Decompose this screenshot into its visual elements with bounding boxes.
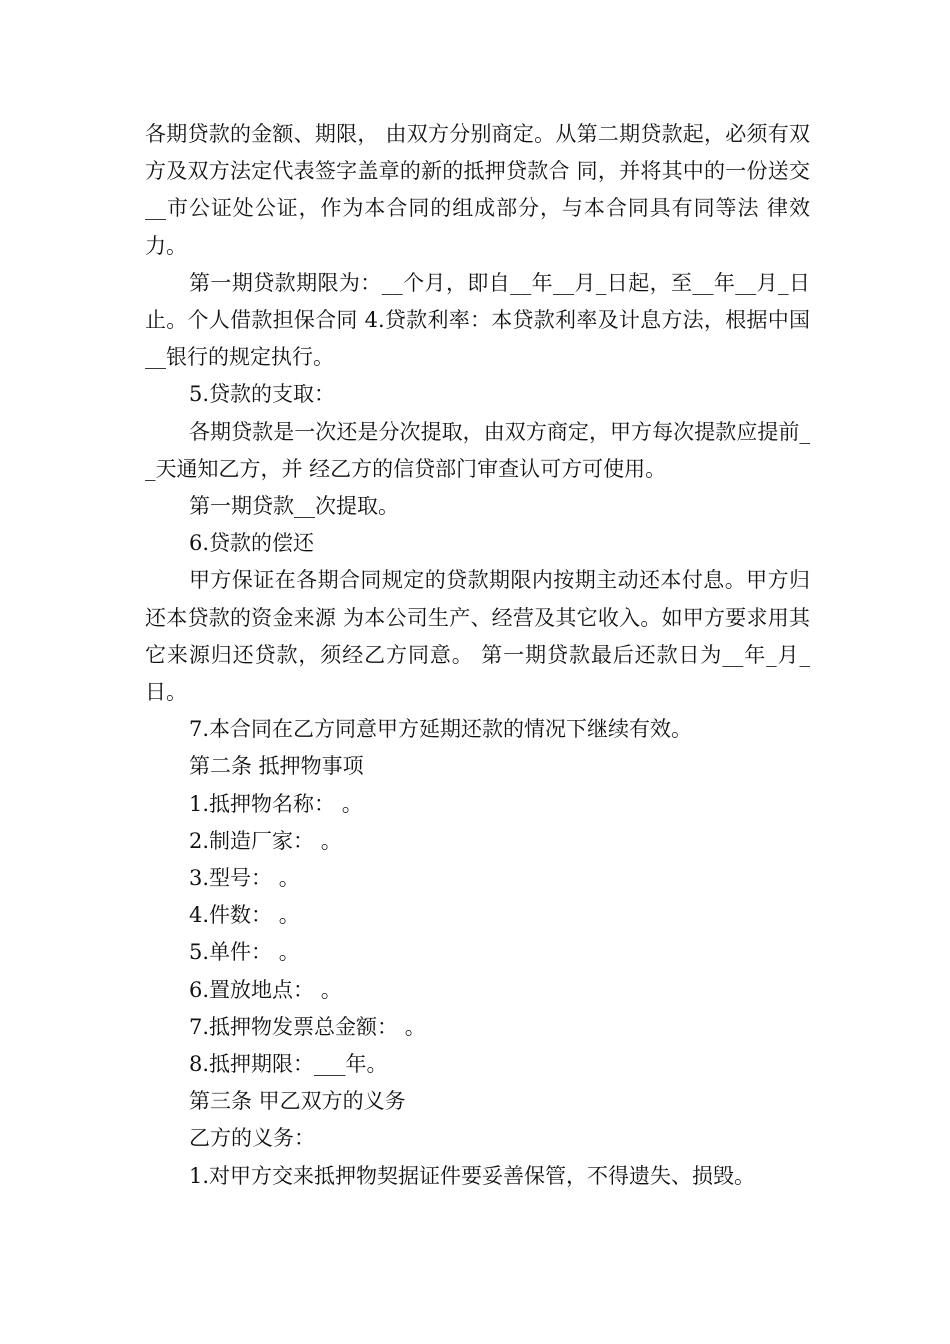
paragraph: 第一期贷款期限为：__个月，即自__年__月_日起，至__年__月_日止。个人借款担保合同 4.贷款利率：本贷款利率及计息方法，根据中国__银行的规定执行。 [145,270,810,370]
list-item: 3.型号： 。 [189,866,300,891]
section-heading: 第三条 甲乙双方的义务 [189,1089,406,1114]
paragraph: 第一期贷款__次提取。 [189,494,399,519]
paragraph: 各期贷款的金额、期限， 由双方分别商定。从第二期贷款起，必须有双方及双方法定代表签字盖章的新的抵押贷款合 同，并将其中的一份送交__市公证处公证，作为本合同的组成部分，与本合同具有同等法 律效力。 [145,122,810,258]
list-item: 7.抵押物发票总金额： 。 [189,1014,426,1039]
list-item: 6.置放地点： 。 [189,977,342,1002]
paragraph: 6.贷款的偿还 [189,531,315,556]
list-item: 8.抵押期限：___年。 [189,1052,388,1077]
paragraph: 各期贷款是一次还是分次提取，由双方商定，甲方每次提款应提前__天通知乙方，并 经乙方的信贷部门审查认可方可使用。 [145,419,810,481]
paragraph: 7.本合同在乙方同意甲方延期还款的情况下继续有效。 [189,717,693,742]
list-item: 2.制造厂家： 。 [189,828,342,853]
paragraph: 5.贷款的支取： [189,382,336,407]
paragraph: 甲方保证在各期合同规定的贷款期限内按期主动还本付息。甲方归还本贷款的资金来源 为本公司生产、经营及其它收入。如甲方要求用其它来源归还贷款，须经乙方同意。 第一期贷款最后还款日为__年_月_日。 [145,568,810,705]
list-item: 5.单件： 。 [189,940,300,965]
list-item: 1.对甲方交来抵押物契据证件要妥善保管，不得遗失、损毁。 [189,1163,756,1188]
section-heading: 第二条 抵押物事项 [189,754,364,779]
list-item: 4.件数： 。 [189,903,300,928]
list-item: 1.抵押物名称： 。 [189,791,363,816]
subsection-heading: 乙方的义务： [189,1126,315,1151]
document-body [145,116,810,1195]
